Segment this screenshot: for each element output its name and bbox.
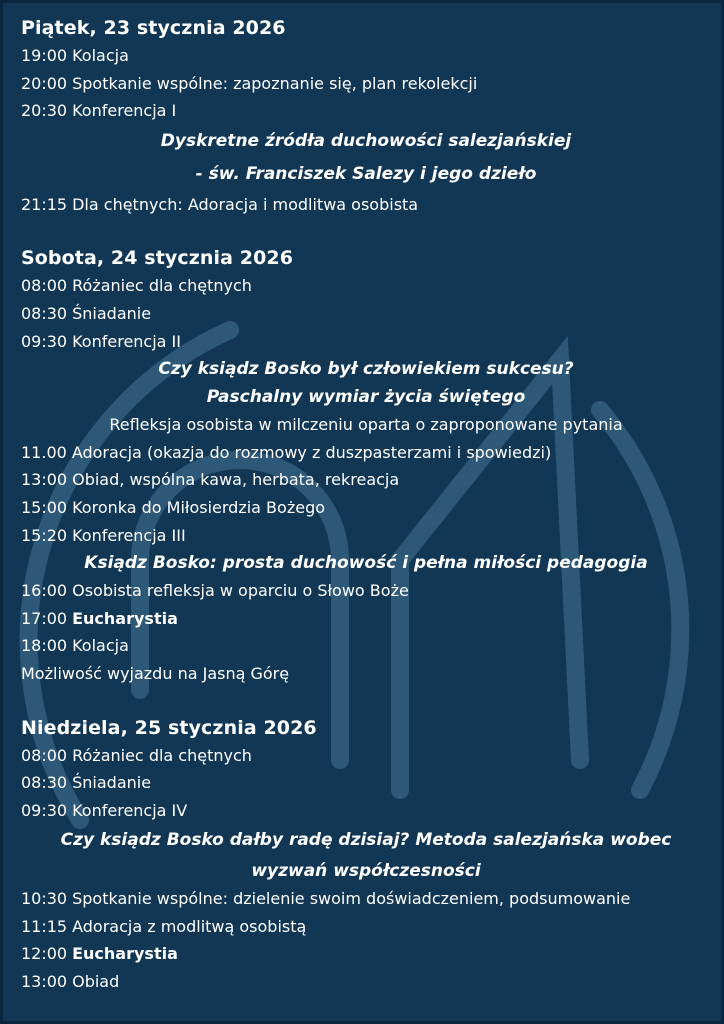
schedule-item: 08:00 Różaniec dla chętnych bbox=[21, 276, 252, 296]
schedule-item: 18:00 Kolacja bbox=[21, 636, 129, 656]
schedule-item: 19:00 Kolacja bbox=[21, 46, 129, 65]
conference-title: Czy ksiądz Bosko dałby radę dzisiaj? Metoda salezjańska wobec bbox=[60, 830, 672, 851]
schedule-item: 12:00 Eucharystia bbox=[21, 944, 178, 964]
schedule-item: 15:00 Koronka do Miłosierdzia Bożego bbox=[21, 497, 326, 517]
schedule-item: 13:00 Obiad bbox=[21, 972, 120, 992]
schedule-item: 20:30 Konferencja I bbox=[21, 101, 177, 121]
schedule-item: 09:30 Konferencja II bbox=[21, 331, 181, 351]
day-spacer bbox=[21, 688, 711, 714]
schedule-item: 16:00 Osobista refleksja w oparciu o Słowo Boże bbox=[21, 581, 409, 601]
reflection-note: Refleksja osobista w milczeniu oparta o zaproponowane pytania bbox=[109, 415, 623, 435]
schedule-item: 08:30 Śniadanie bbox=[21, 303, 152, 323]
schedule-item: 13:00 Obiad, wspólna kawa, herbata, rekreacja bbox=[21, 470, 400, 490]
schedule-item: 08:00 Różaniec dla chętnych bbox=[21, 745, 252, 765]
day-heading-friday: Piątek, 23 stycznia 2026 bbox=[21, 17, 286, 39]
conference-title: Czy ksiądz Bosko był człowiekiem sukcesu? bbox=[158, 359, 574, 380]
schedule-item: 15:20 Konferencja III bbox=[21, 525, 186, 545]
schedule-item: 21:15 Dla chętnych: Adoracja i modlitwa osobista bbox=[21, 194, 419, 214]
schedule bbox=[21, 14, 711, 996]
schedule-item: 11.00 Adoracja (okazja do rozmowy z duszpasterzami i spowiedzi) bbox=[21, 442, 552, 462]
day-heading-saturday: Sobota, 24 stycznia 2026 bbox=[21, 247, 294, 270]
schedule-item: 11:15 Adoracja z modlitwą osobistą bbox=[21, 916, 307, 936]
schedule-item: 20:00 Spotkanie wspólne: zapoznanie się, plan rekolekcji bbox=[21, 73, 478, 93]
day-heading-sunday: Niedziela, 25 stycznia 2026 bbox=[21, 716, 317, 739]
day-spacer bbox=[21, 218, 711, 244]
schedule-item: 08:30 Śniadanie bbox=[21, 773, 152, 793]
conference-title: Dyskretne źródła duchowości salezjańskiej bbox=[160, 130, 572, 151]
conference-subtitle: Paschalny wymiar życia świętego bbox=[206, 387, 526, 408]
schedule-item: 17:00 Eucharystia bbox=[21, 608, 178, 628]
conference-subtitle: - św. Franciszek Salezy i jego dzieło bbox=[195, 163, 537, 184]
conference-title: Ksiądz Bosko: prosta duchowość i pełna miłości pedagogia bbox=[84, 553, 648, 574]
schedule-item: 10:30 Spotkanie wspólne: dzielenie swoim doświadczeniem, podsumowanie bbox=[21, 889, 631, 909]
optional-trip-note: Możliwość wyjazdu na Jasną Górę bbox=[21, 663, 290, 683]
conference-subtitle: wyzwań współczesności bbox=[251, 861, 481, 882]
schedule-item: 09:30 Konferencja IV bbox=[21, 800, 188, 820]
